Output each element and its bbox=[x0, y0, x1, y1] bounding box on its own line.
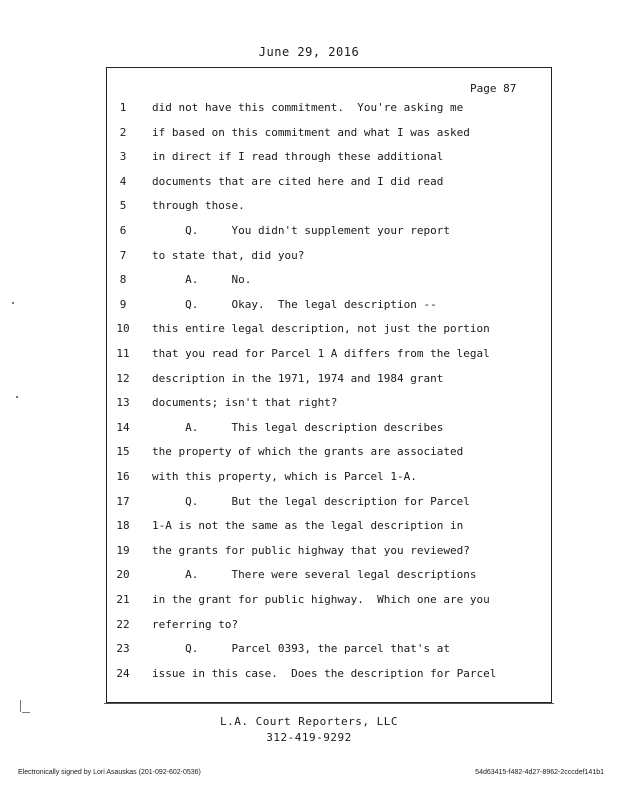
line-number: 18 bbox=[116, 519, 130, 533]
transcript-line bbox=[0, 249, 560, 265]
line-text: A. There were several legal descriptions bbox=[152, 568, 477, 582]
line-number: 8 bbox=[119, 273, 127, 287]
page-number: Page 87 bbox=[470, 82, 517, 95]
line-text: this entire legal description, not just the portion bbox=[152, 322, 490, 336]
line-number: 11 bbox=[116, 347, 130, 360]
line-text: to state that, did you? bbox=[152, 248, 305, 262]
line-text: 1-A is not the same as the legal description in bbox=[152, 519, 464, 533]
line-number: 4 bbox=[119, 174, 127, 188]
line-number: 2 bbox=[119, 125, 127, 139]
transcript-line bbox=[0, 519, 560, 535]
line-text: Q. You didn't supplement your report bbox=[152, 224, 451, 237]
transcript-line bbox=[0, 347, 560, 363]
line-number: 23 bbox=[116, 642, 130, 656]
line-number: 6 bbox=[119, 224, 127, 237]
line-number: 3 bbox=[119, 150, 127, 164]
line-number: 7 bbox=[119, 248, 127, 262]
scan-speck bbox=[12, 302, 14, 304]
transcript-line bbox=[0, 495, 560, 511]
line-number: 15 bbox=[116, 445, 130, 459]
line-number: 9 bbox=[119, 297, 127, 311]
line-text: referring to? bbox=[152, 617, 239, 631]
line-number: 16 bbox=[116, 470, 130, 483]
transcript-line bbox=[0, 126, 560, 142]
transcript-line bbox=[0, 224, 560, 240]
line-number: 17 bbox=[116, 494, 130, 508]
transcript-line bbox=[0, 593, 560, 609]
line-number: 12 bbox=[116, 371, 130, 385]
line-text: Q. Okay. The legal description -- bbox=[152, 297, 437, 311]
line-number: 19 bbox=[116, 543, 130, 557]
line-text: in the grant for public highway. Which one are you bbox=[152, 593, 490, 606]
line-number: 20 bbox=[116, 568, 130, 582]
line-text: documents that are cited here and I did read bbox=[152, 174, 444, 188]
line-number: 22 bbox=[116, 617, 130, 631]
line-text: did not have this commitment. You're asking me bbox=[152, 101, 464, 114]
transcript-line bbox=[0, 273, 560, 289]
scan-speck bbox=[22, 712, 30, 713]
transcript-line bbox=[0, 322, 560, 338]
line-text: the property of which the grants are associated bbox=[152, 445, 464, 459]
transcript-line bbox=[0, 667, 560, 683]
line-number: 5 bbox=[119, 199, 127, 213]
line-text: A. No. bbox=[152, 273, 252, 287]
transcript-line bbox=[0, 175, 560, 191]
transcript-line bbox=[0, 298, 560, 314]
transcript-line bbox=[0, 421, 560, 437]
transcript-line bbox=[0, 445, 560, 461]
line-text: description in the 1971, 1974 and 1984 grant bbox=[152, 371, 444, 385]
court-reporter-phone: 312-419-9292 bbox=[266, 731, 352, 744]
line-text: that you read for Parcel 1 A differs from the legal bbox=[152, 347, 490, 360]
line-number: 24 bbox=[116, 666, 130, 680]
transcript-line bbox=[0, 568, 560, 584]
line-text: Q. Parcel 0393, the parcel that's at bbox=[152, 642, 451, 656]
line-text: in direct if I read through these additional bbox=[152, 150, 444, 164]
line-number: 13 bbox=[116, 396, 130, 410]
line-text: with this property, which is Parcel 1-A. bbox=[152, 470, 417, 483]
transcript-line bbox=[0, 618, 560, 634]
line-number: 1 bbox=[119, 101, 127, 114]
line-number: 14 bbox=[116, 420, 130, 434]
document-id: 54d63415-f482-4d27-8962-2cccdef141b1 bbox=[475, 769, 604, 776]
electronic-signature-note: Electronically signed by Lori Asauskas (201-092-602-0536) bbox=[18, 769, 201, 776]
transcript-line bbox=[0, 101, 560, 117]
scan-speck bbox=[16, 396, 18, 398]
transcript-line bbox=[0, 396, 560, 412]
transcript-line bbox=[0, 642, 560, 658]
transcript-line bbox=[0, 544, 560, 560]
court-reporter-company: L.A. Court Reporters, LLC bbox=[219, 715, 399, 728]
line-text: A. This legal description describes bbox=[152, 420, 444, 434]
transcript-line bbox=[0, 470, 560, 486]
scan-speck bbox=[20, 700, 21, 712]
line-text: issue in this case. Does the description for Parcel bbox=[152, 666, 497, 680]
transcript-date: June 29, 2016 bbox=[258, 45, 360, 59]
line-number: 21 bbox=[116, 593, 130, 606]
line-number: 10 bbox=[116, 322, 130, 336]
line-text: documents; isn't that right? bbox=[152, 396, 338, 410]
line-text: Q. But the legal description for Parcel bbox=[152, 494, 470, 508]
line-text: through those. bbox=[152, 199, 245, 213]
transcript-line bbox=[0, 150, 560, 166]
page-frame-bottom-edge bbox=[104, 703, 554, 706]
transcript-line bbox=[0, 199, 560, 215]
line-text: the grants for public highway that you reviewed? bbox=[152, 543, 470, 557]
line-text: if based on this commitment and what I was asked bbox=[152, 125, 470, 139]
transcript-line bbox=[0, 372, 560, 388]
